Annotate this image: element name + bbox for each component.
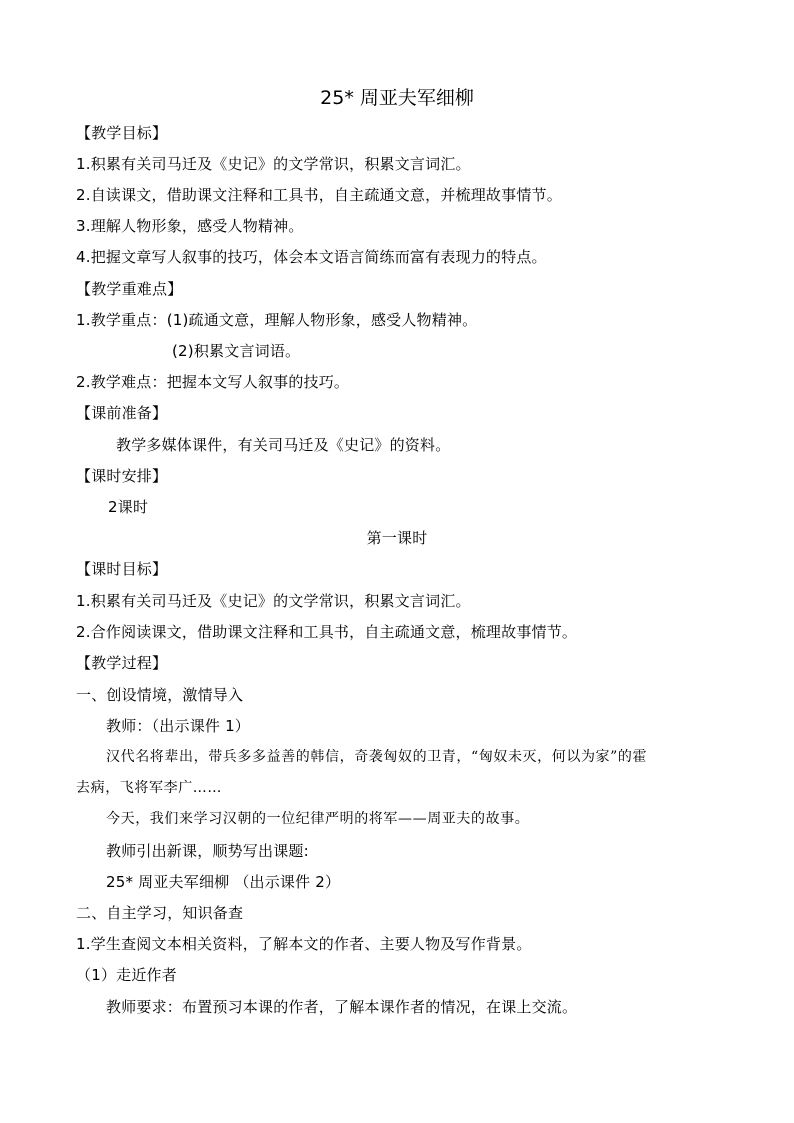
objective-item: 4.把握文章写人叙事的技巧，体会本文语言简练而富有表现力的特点。 xyxy=(76,248,547,266)
prep-text: 教学多媒体课件，有关司马迁及《史记》的资料。 xyxy=(116,436,451,454)
intro-text: 汉代名将辈出，带兵多多益善的韩信，奇袭匈奴的卫青，“匈奴未灭，何以为家”的霍 xyxy=(106,749,648,765)
process-heading: 【教学过程】 xyxy=(76,654,168,672)
lesson-goal-item: 2.合作阅读课文，借助课文注释和工具书，自主疏通文意，梳理故事情节。 xyxy=(76,623,578,641)
objective-item: 3.理解人物形象，感受人物精神。 xyxy=(76,217,304,235)
schedule-heading: 【课时安排】 xyxy=(76,467,168,485)
process-subitem: （1）走近作者 xyxy=(76,966,177,984)
intro-text: 去病，飞将军李广…… xyxy=(76,780,222,796)
lead-in-text: 教师引出新课，顺势写出课题: xyxy=(106,842,309,860)
lesson-goals-heading: 【课时目标】 xyxy=(76,560,168,578)
keypoints-heading: 【教学重难点】 xyxy=(76,280,183,298)
process-item: 1.学生查阅文本相关资料，了解本文的作者、主要人物及写作背景。 xyxy=(76,935,532,953)
objective-item: 1.积累有关司马迁及《史记》的文学常识，积累文言词汇。 xyxy=(76,155,471,173)
page-title: 25* 周亚夫军细柳 xyxy=(320,87,474,109)
process-step-heading: 二、自主学习，知识备查 xyxy=(76,904,244,922)
teacher-label: 教师：（出示课件 1） xyxy=(106,717,251,735)
teacher-request-text: 教师要求：布置预习本课的作者，了解本课作者的情况，在课上交流。 xyxy=(106,998,578,1016)
schedule-text: 2课时 xyxy=(108,498,149,516)
process-step-heading: 一、创设情境，激情导入 xyxy=(76,686,244,704)
objective-item: 2.自读课文，借助课文注释和工具书，自主疏通文意，并梳理故事情节。 xyxy=(76,186,562,204)
keypoint-item: 1.教学重点：(1)疏通文意，理解人物形象，感受人物精神。 xyxy=(76,311,478,329)
intro-text: 今天，我们来学习汉朝的一位纪律严明的将军——周亚夫的故事。 xyxy=(106,811,530,827)
keypoint-item: (2)积累文言词语。 xyxy=(172,342,301,360)
keypoint-item: 2.教学难点：把握本文写人叙事的技巧。 xyxy=(76,373,350,391)
lesson-goal-item: 1.积累有关司马迁及《史记》的文学常识，积累文言词汇。 xyxy=(76,592,471,610)
objectives-heading: 【教学目标】 xyxy=(76,124,168,142)
lesson-title-line: 25* 周亚夫军细柳 （出示课件 2） xyxy=(106,873,341,891)
lesson-one-heading: 第一课时 xyxy=(366,529,428,547)
prep-heading: 【课前准备】 xyxy=(76,404,168,422)
